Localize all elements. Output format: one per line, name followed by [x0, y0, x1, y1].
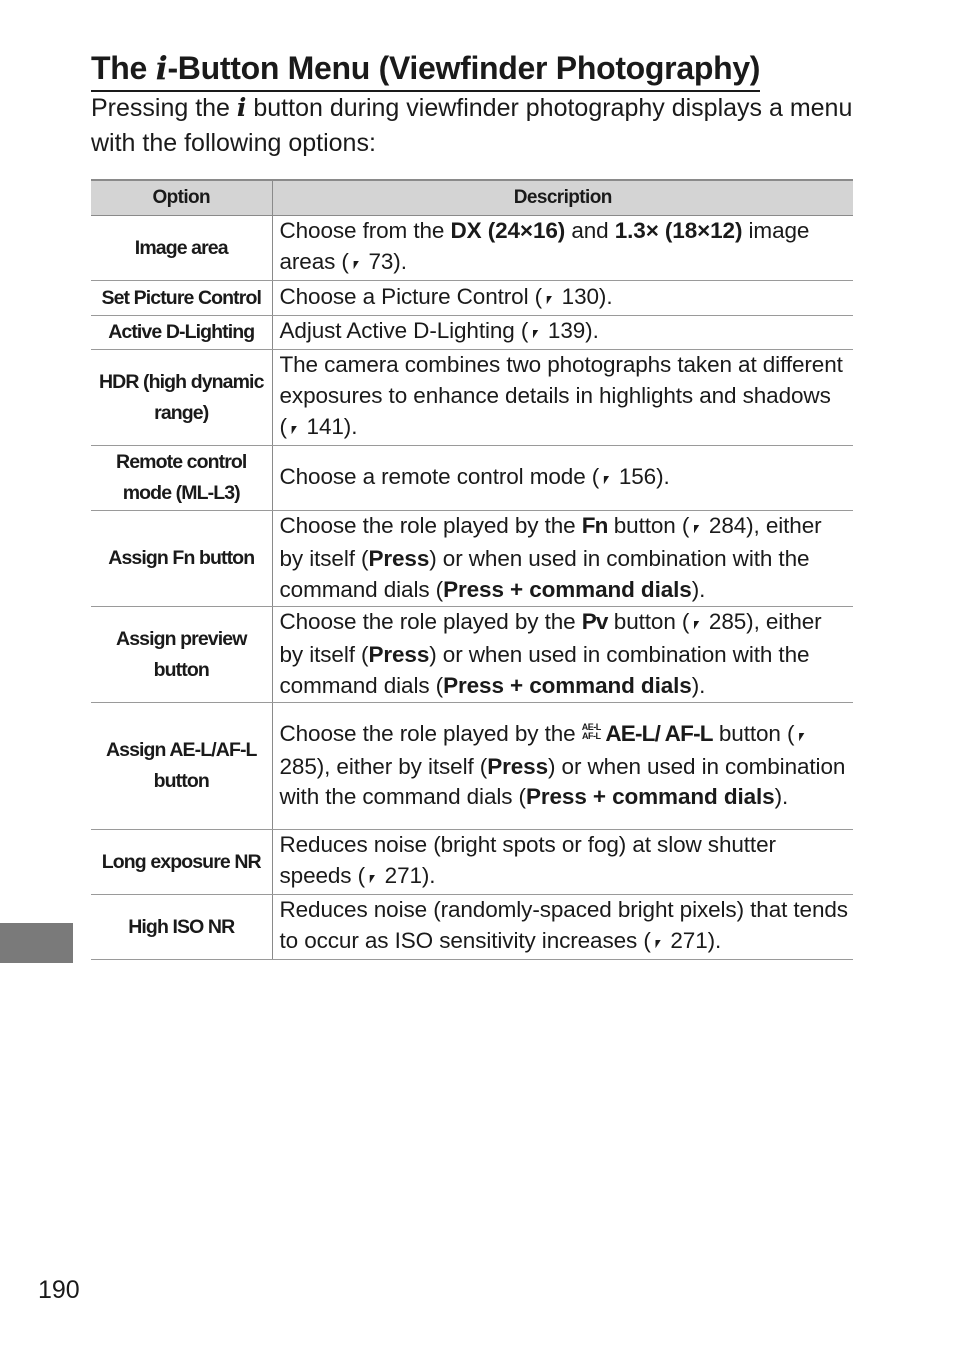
book-icon: ⎖ [348, 254, 363, 274]
option-name: Assign Fn button [91, 511, 272, 607]
book-icon: ⎖ [650, 933, 665, 953]
option-description: Choose a Picture Control (⎖ 130). [272, 281, 853, 316]
column-header-option: Option [91, 180, 272, 216]
option-description: Choose the role played by the Fn button (⎖ 284), either by itself (Press) or when used in combination with the command dials (Press + command dials). [272, 511, 853, 607]
option-description: Choose the role played by the AE-L AF-L AE-L/ AF-L button (⎖ 285), either by itself (Press) or when used in combination with the command dials (Press + command dials). [272, 703, 853, 830]
option-description: Choose a remote control mode (⎖ 156). [272, 446, 853, 511]
option-description: The camera combines two photographs taken at different exposures to enhance details in highlights and shadows (⎖ 141). [272, 350, 853, 446]
intro-text-after: button during viewfinder photography displays a menu with the following options: [91, 94, 853, 157]
table-row [91, 703, 853, 830]
ae-l-af-l-button-label: AE-L/ AF-L [600, 720, 713, 746]
options-table [91, 179, 853, 960]
table-row [91, 830, 853, 895]
option-name: Remote control mode (ML-L3) [91, 446, 272, 511]
option-name: Image area [91, 216, 272, 281]
table-row [91, 350, 853, 446]
book-icon: ⎖ [689, 614, 703, 635]
table-row [91, 895, 853, 960]
i-button-icon: i [236, 93, 247, 122]
intro-paragraph [91, 90, 861, 161]
option-name: HDR (high dynamic range) [91, 350, 272, 446]
book-icon: ⎖ [689, 518, 703, 539]
ae-l-af-l-button-icon: AE-L AF-L [581, 721, 601, 741]
table-row [91, 446, 853, 511]
option-description: Choose the role played by the Pv button (⎖ 285), either by itself (Press) or when used in combination with the command dials (Press + command dials). [272, 607, 853, 703]
book-icon: ⎖ [528, 323, 542, 344]
book-icon: ⎖ [286, 418, 301, 439]
option-name: High ISO NR [91, 895, 272, 960]
option-name: Long exposure NR [91, 830, 272, 895]
i-button-icon: i [155, 49, 168, 87]
option-name: Assign AE-L/AF-L button [91, 703, 272, 830]
page-title [91, 46, 760, 92]
fn-button-label: Fn [581, 513, 608, 539]
option-name: Set Picture Control [91, 281, 272, 316]
table-header-row [91, 180, 853, 216]
title-prefix: The [91, 50, 156, 86]
option-description: Reduces noise (bright spots or fog) at slow shutter speeds (⎖ 271). [272, 830, 853, 895]
intro-text-before: Pressing the [91, 94, 237, 122]
book-icon: ⎖ [599, 468, 613, 489]
option-description: Adjust Active D-Lighting (⎖ 139). [272, 316, 853, 350]
column-header-description: Description [272, 180, 853, 216]
book-icon: ⎖ [542, 288, 556, 309]
pv-button-label: Pv [581, 609, 608, 635]
book-icon: ⎖ [794, 725, 808, 746]
table-row [91, 216, 853, 281]
option-description: Choose from the DX (24×16) and 1.3× (18×12) image areas (⎖ 73). [272, 216, 853, 281]
option-name: Assign preview button [91, 607, 272, 703]
table-row [91, 316, 853, 350]
title-suffix: -Button Menu (Viewfinder Photography) [167, 50, 761, 86]
option-name: Active D-Lighting [91, 316, 272, 350]
book-icon: ⎖ [365, 868, 379, 888]
chapter-tab-marker [0, 923, 73, 963]
table-row [91, 511, 853, 607]
table-row [91, 607, 853, 703]
page-number: 190 [38, 1276, 80, 1304]
table-row [91, 281, 853, 316]
option-description: Reduces noise (randomly-spaced bright pixels) that tends to occur as ISO sensitivity increases (⎖ 271). [272, 895, 853, 960]
